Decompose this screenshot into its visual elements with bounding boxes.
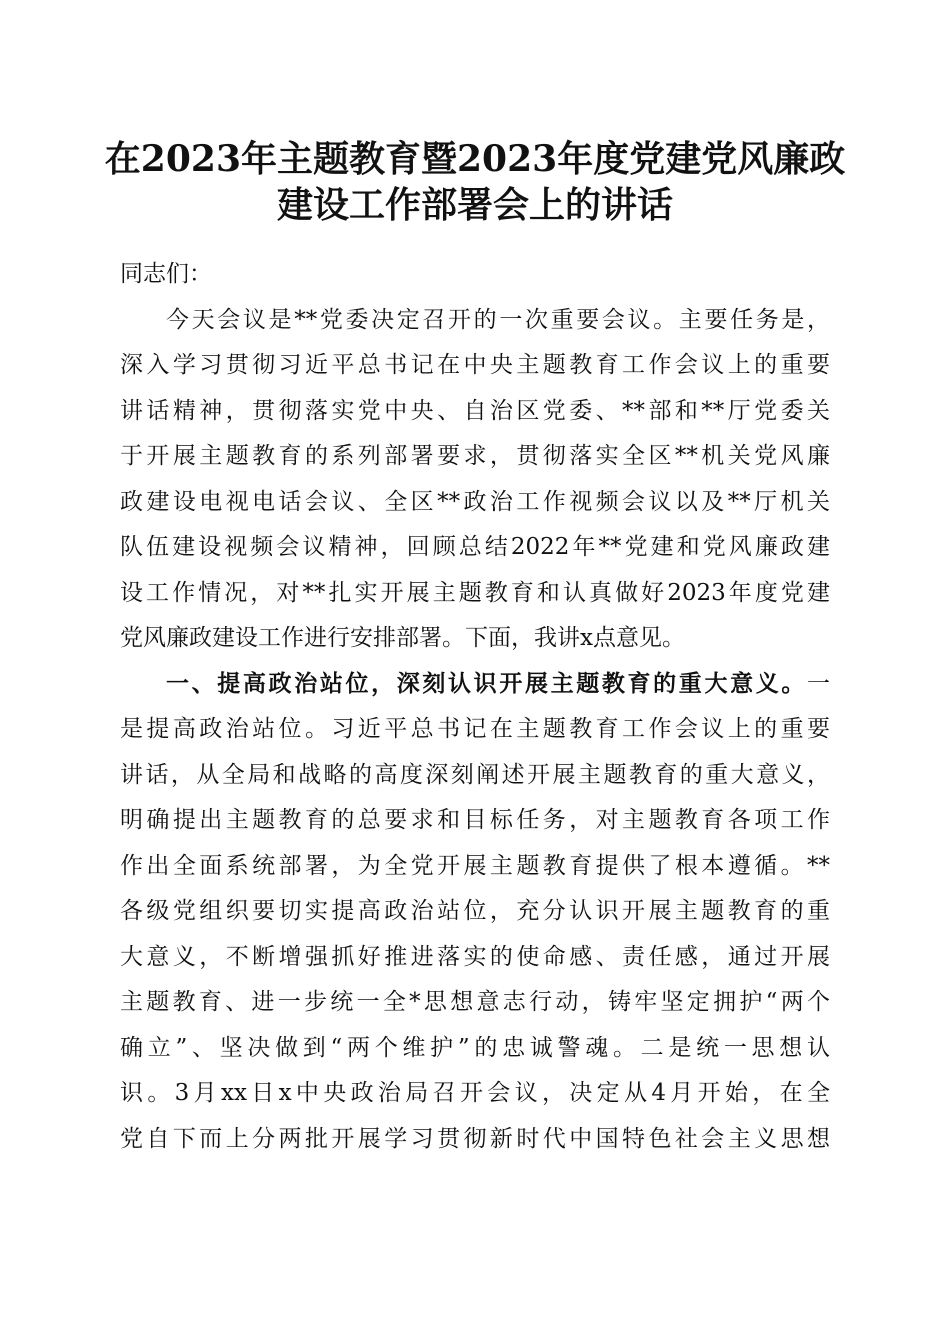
paragraph-line: 队伍建设视频会议精神，回顾总结2022年**党建和党风廉政建 — [120, 534, 830, 560]
paragraph-line: 确立”、坚决做到“两个维护”的忠诚警魂。二是统一思想认 — [120, 1034, 830, 1061]
salutation: 同志们： — [120, 261, 212, 287]
paragraph-line: 大意义，不断增强抓好推进落实的使命感、责任感，通过开展 — [120, 943, 830, 970]
paragraph-line: 党风廉政建设工作进行安排部署。下面，我讲x点意见。 — [120, 625, 685, 651]
title-line-2: 建设工作部署会上的讲话 — [276, 184, 673, 226]
paragraph-line: 讲话，从全局和战略的高度深刻阐述开展主题教育的重大意义， — [120, 761, 830, 788]
paragraph-line: 明确提出主题教育的总要求和目标任务，对主题教育各项工作 — [120, 807, 830, 833]
paragraph-line: 是提高政治站位。习近平总书记在主题教育工作会议上的重要 — [120, 716, 830, 742]
document-body — [120, 252, 830, 1162]
paragraph-line: 讲话精神，贯彻落实党中央、自治区党委、**部和**厅党委关 — [120, 397, 830, 424]
paragraph-line: 作出全面系统部署，为全党开展主题教育提供了根本遵循。** — [120, 852, 830, 879]
paragraph-line: 主题教育、进一步统一全*思想意志行动，铸牢坚定拥护“两个 — [120, 989, 830, 1015]
section-heading: 一、提高政治站位，深刻认识开展主题教育的重大意义。 — [166, 670, 807, 697]
paragraph-intro — [120, 298, 830, 662]
title-line-1: 在2023年主题教育暨2023年度党建党风廉政 — [104, 138, 846, 180]
paragraph-line: 各级党组织要切实提高政治站位，充分认识开展主题教育的重 — [120, 898, 830, 924]
paragraph-line: 政建设电视电话会议、全区**政治工作视频会议以及**厅机关 — [120, 488, 830, 515]
paragraph-line: 于开展主题教育的系列部署要求，贯彻落实全区**机关党风廉 — [120, 443, 830, 469]
paragraph-line: 设工作情况，对**扎实开展主题教育和认真做好2023年度党建 — [120, 579, 830, 606]
paragraph-line: 党自下而上分两批开展学习贯彻新时代中国特色社会主义思想 — [120, 1125, 830, 1152]
paragraph-line: 深入学习贯彻习近平总书记在中央主题教育工作会议上的重要 — [120, 352, 830, 378]
paragraph-line: 今天会议是**党委决定召开的一次重要会议。主要任务是， — [166, 306, 830, 333]
document-title — [100, 136, 850, 228]
section-heading-line — [120, 662, 830, 708]
section-heading-tail: 一 — [807, 670, 830, 697]
paragraph-line: 识。3月xx日x中央政治局召开会议，决定从4月开始，在全 — [120, 1080, 830, 1106]
paragraph-section-1 — [120, 662, 830, 1163]
